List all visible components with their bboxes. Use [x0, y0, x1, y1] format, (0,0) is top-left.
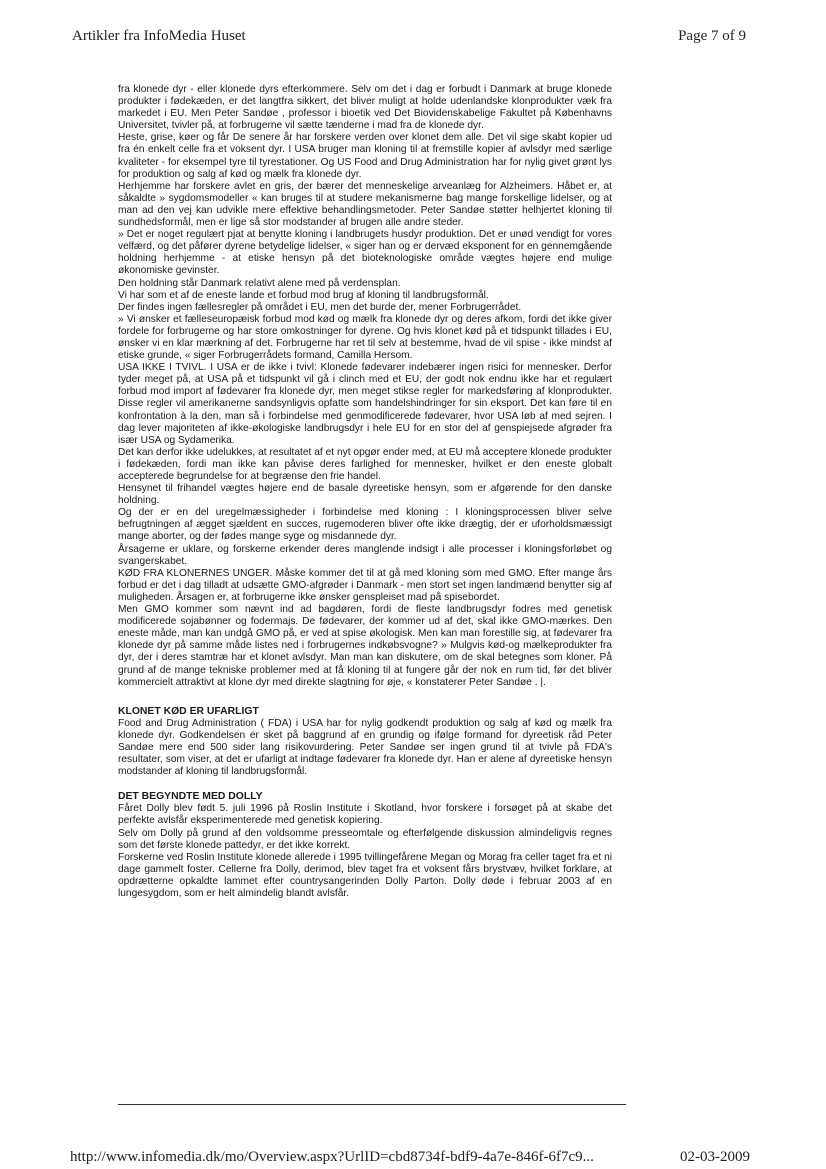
article-paragraph: USA IKKE I TVIVL. I USA er de ikke i tvivl: Klonede fødevarer indebærer ingen risici for mennesker. Derfor tyder meget på, at USA på et tidspunkt vil gå i clinch med et EU, der godt nok endnu ikke har et regulært forbud mod import af fødevarer fra klonede dyr, men meget stikse regler for markedsføring af klonprodukter. Disse regler vil amerikanerne sandsynligvis opfatte som handelshindringer for sin eksport. Det kan føre til en konfrontation à la den, man så i forbindelse med genmodificerede fødevarer, hvor USA løb af med sejren. I dag lever majoriteten af ikke-økologiske landbrugsdyr i hele EU for en stor del af genspiejsede afgrøder fra især USA og Sydamerika.	[118, 362, 612, 446]
article-paragraph: Der findes ingen fællesregler på området i EU, men det burde der, mener Forbrugerrådet.	[118, 301, 522, 313]
article-paragraph: » Det er noget regulært pjat at benytte kloning i landbrugets husdyr produktion. Det er unød vendigt for vores velfærd, og det påfører dyrene betydelige lidelser, « siger han og er dervæd eksponent for en gennemgående holdning herhjemme - at etiske hensyn på det bioteknologiske område vægtes højere end mulige økonomiske gevinster.	[118, 229, 612, 277]
article-paragraph: Årsagerne er uklare, og forskerne erkender deres manglende indsigt i alle processer i kloningsforløbet og svangerskabet.	[118, 543, 612, 567]
section-heading-dolly: DET BEGYNDTE MED DOLLY	[118, 791, 263, 803]
footer-divider	[118, 1104, 626, 1105]
section-paragraph: Forskerne ved Roslin Institute klonede allerede i 1995 tvillingefårene Megan og Morag fra celler taget fra et ni dage gammelt foster. Cellerne fra Dolly, derimod, blev taget fra et voksent fårs brystvæv, hvilket forklare, at opdrætterne opkaldte lammet efter countrysangerinden Dolly Parton. Dolly døde i februar 2003 af en lungesygdom, som er helt almindelig blandt avlsfår.	[118, 851, 612, 899]
article-paragraph: Vi har som et af de eneste lande et forbud mod brug af kloning til landbrugsformål.	[118, 289, 489, 301]
article-paragraph: Det kan derfor ikke udelukkes, at resultatet af et nyt opgør ender med, at EU må acceptere klonede produkter i fødekæden, fordi man ikke kan påvise deres farlighed for mennesker, hvilket er den eneste globalt accepterede begrundelse for at begrænse den frie handel.	[118, 446, 612, 482]
article-paragraph: fra klonede dyr - eller klonede dyrs efterkommere. Selv om det i dag er forbudt i Danmark at bruge klonede produkter i fødekæden, er det langtfra sikkert, det bliver muligt at holde udenlandske klonprodukter væk fra markedet i EU. Men Peter Sandøe , professor i bioetik ved Det Biovidenskabelige Fakultet på Københavns Universitet, tvivler på, at forbrugerne vil sætte tænderne i mad fra de klonede dyr.	[118, 84, 612, 132]
footer-date: 02-03-2009	[680, 1149, 750, 1165]
section-paragraph: Selv om Dolly på grund af den voldsomme presseomtale og efterfølgende diskussion almindeligvis regnes som det første klonede pattedyr, er det ikke korrekt.	[118, 827, 612, 851]
article-body	[118, 84, 612, 900]
page-indicator: Page 7 of 9	[678, 28, 746, 44]
article-paragraph: KØD FRA KLONERNES UNGER. Måske kommer det til at gå med kloning som med GMO. Efter mange års forbud er det i dag tilladt at udsætte GMO-afgrøder i Danmark - men stort set ingen landmænd benytter sig af muligheden. Årsagen er, at forbrugerne ikke ønsker genspleiset mad på spisebordet.	[118, 567, 612, 603]
section-heading-klonet-kod: KLONET KØD ER UFARLIGT	[118, 705, 259, 717]
article-paragraph: Heste, grise, køer og får De senere år har forskere verden over klonet dem alle. Det vil sige skabt kopier ud fra én enkelt celle fra et voksent dyr. I USA bruger man kloning til at fremstille kopier af avlsdyr med særlige kvaliteter - for eksempel tyre til tyrestationer. Og US Food and Drug Administration har for nylig givet grønt lys for produktion og salg af kød og mælk fra klonede dyr.	[118, 132, 612, 180]
section-paragraph: Food and Drug Administration ( FDA) i USA har for nylig godkendt produktion og salg af kød og mælk fra klonede dyr. Godkendelsen er sket på baggrund af en grundig og ifølge formand for dyreetisk råd Peter Sandøe mere end 500 sider lang risikovurdering. Peter Sandøe ser ingen grund til at tvivle på FDA's resultater, som viser, at det er ufarligt at indtage fødevarer fra klonede dyr. Han er alene af dyreetiske hensyn modstander af kloning til landbrugsformål.	[118, 717, 612, 778]
section-paragraph: Fåret Dolly blev født 5. juli 1996 på Roslin Institute i Skotland, hvor forskere i forsøget på at skabe det perfekte avlsfår eksperimenterede med genetisk kopiering.	[118, 803, 612, 827]
article-paragraph: Men GMO kommer som nævnt ind ad bagdøren, fordi de fleste landbrugsdyr fodres med genetisk modificerede sojabønner og fodermajs. De fødevarer, der kommer ud af det, skal ikke GMO-mærkes. Den eneste måde, man kan undgå GMO på, er ved at spise økologisk. Men kan man forestille sig, at fødevarer fra klonede dyr på samme måde listes ned i forbrugernes indkøbsvogne? » Mulgvis kød-og mælkeprodukter fra dyr, der i deres stamtræ har et klonet avlsdyr. Man man kan diskutere, om de skal betegnes som kloner. På grund af de mange tekniske problemer med at få kloning til at fungere går der nok en rum tid, før det bliver kommercielt attraktivt at klone dyr med direkte slagtning for øje, « konstaterer Peter Sandøe . |.	[118, 604, 612, 688]
footer-url: http://www.infomedia.dk/mo/Overview.aspx?UrlID=cbd8734f-bdf9-4a7e-846f-6f7c9...	[70, 1149, 594, 1165]
article-paragraph: Og der er en del uregelmæssigheder i forbindelse med kloning : I kloningsprocessen bliver selve befrugtningen af ægget sjældent en succes, rugemoderen bliver ofte ikke drægtig, der er uforholdsmæssigt mange aborter, og der fødes mange syge og misdannede dyr.	[118, 507, 612, 543]
article-paragraph: Hensynet til frihandel vægtes højere end de basale dyreetiske hensyn, som er afgørende for den danske holdning.	[118, 483, 612, 507]
document-source-title: Artikler fra InfoMedia Huset	[72, 28, 246, 44]
article-paragraph: Den holdning står Danmark relativt alene med på verdensplan.	[118, 277, 401, 289]
article-paragraph: » Vi ønsker et fælleseuropæisk forbud mod kød og mælk fra klonede dyr og deres afkom, fordi det ikke giver fordele for forbrugerne og har store omkostninger for dyrene. Og hvis klonet kød på et tidspunkt tillades i EU, ønsker vi en klar mærkning af det. Forbrugerne har ret til selv at bestemme, hvad de vil spise - ikke mindst af etiske grunde, « siger Forbrugerrådets formand, Camilla Hersom.	[118, 313, 612, 362]
article-paragraph: Herhjemme har forskere avlet en gris, der bærer det menneskelige arveanlæg for Alzheimers. Håbet er, at såkaldte » sygdomsmodeller « kan bruges til at studere mekanismerne bag mange forskellige lidelser, og at man ad den vej kan udvikle mere effektive behandlingsmetoder. Peter Sandøe støtter helhjertet kloning til sundhedsformål, men er lige så stor modstander af brugen alle andre steder.	[118, 180, 612, 229]
